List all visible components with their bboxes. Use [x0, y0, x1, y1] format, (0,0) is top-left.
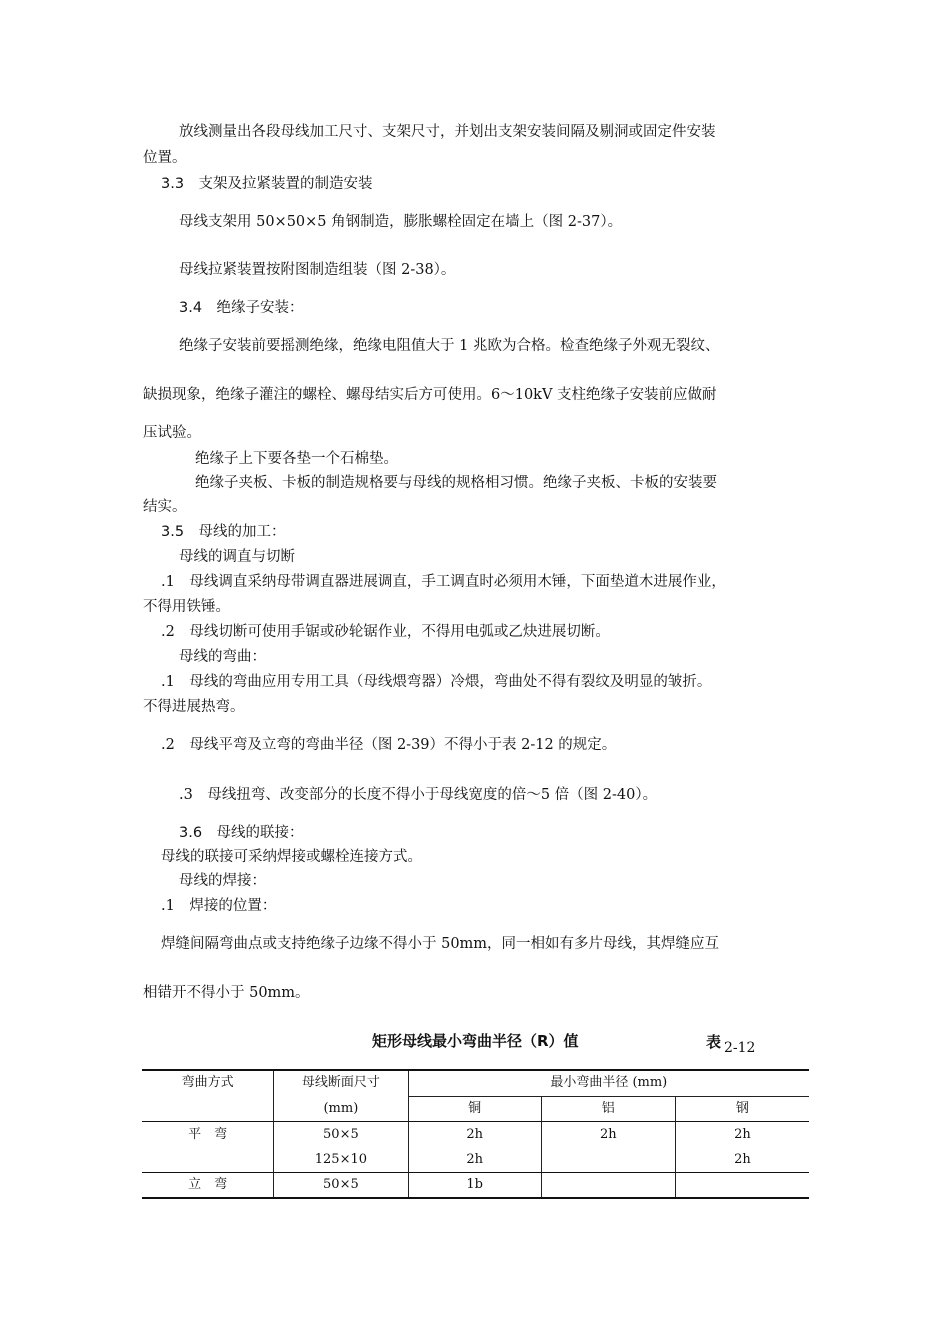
- body-line: 不得进展热弯。: [143, 699, 245, 715]
- body-line: 缺损现象，绝缘子灌注的螺栓、螺母结实后方可使用。6～10kV 支柱绝缘子安装前应做耐: [143, 387, 717, 403]
- body-line: .1 焊接的位置：: [161, 898, 277, 914]
- body-line: 放线测量出各段母线加工尺寸、支架尺寸，并划出支架安装间隔及剔洞或固定件安装: [179, 124, 716, 140]
- header-min-radius: 最小弯曲半径 (mm): [408, 1070, 809, 1096]
- subheading: 母线的焊接：: [179, 873, 266, 889]
- table-row: [142, 1173, 809, 1199]
- body-line: .3 母线扭弯、改变部分的长度不得小于母线宽度的倍～5 倍（图 2-40）。: [179, 787, 658, 803]
- table-number: 2-12: [724, 1040, 756, 1056]
- body-line: 母线支架用 50×50×5 角钢制造，膨胀螺栓固定在墙上（图 2-37）。: [179, 214, 623, 230]
- table-label: 表: [706, 1033, 722, 1051]
- header-section-size-label: 母线断面尺寸: [301, 1075, 380, 1090]
- body-line: .2 母线切断可使用手锯或砂轮锯作业，不得用电弧或乙炔进展切断。: [161, 624, 610, 640]
- cell-steel: 2h 2h: [675, 1122, 809, 1173]
- section-heading-3-3: 3.3 支架及拉紧装置的制造安装: [161, 176, 373, 192]
- cell-method: 平 弯: [142, 1122, 274, 1173]
- header-steel: 钢: [675, 1096, 809, 1122]
- body-line: 焊缝间隔弯曲点或支持绝缘子边缘不得小于 50mm，同一相如有多片母线，其焊缝应互: [161, 936, 720, 952]
- body-line: 位置。: [143, 150, 187, 166]
- header-section-unit: (mm): [323, 1101, 359, 1116]
- body-line: 绝缘子夹板、卡板的制造规格要与母线的规格相习惯。绝缘子夹板、卡板的安装要: [195, 475, 717, 491]
- body-line: 压试验。: [143, 425, 201, 441]
- subheading: 母线的弯曲：: [179, 649, 266, 665]
- body-line: 不得用铁锤。: [143, 599, 230, 615]
- cell-copper: 1b: [408, 1173, 541, 1199]
- body-line: 母线拉紧装置按附图制造组装（图 2-38）。: [179, 262, 456, 278]
- bend-radius-table: [142, 1069, 809, 1199]
- cell-sizes: 50×5 125×10: [274, 1122, 408, 1173]
- cell-copper: 2h 2h: [408, 1122, 541, 1173]
- cell-aluminum: 2h: [541, 1122, 675, 1173]
- cell-method: 立 弯: [142, 1173, 274, 1199]
- section-heading-3-6: 3.6 母线的联接：: [179, 825, 304, 841]
- header-section-size: [274, 1070, 408, 1122]
- table-caption: 矩形母线最小弯曲半径（R）值: [372, 1032, 579, 1050]
- body-line: 结实。: [143, 499, 187, 515]
- body-line: 相错开不得小于 50mm。: [143, 985, 310, 1001]
- header-aluminum: 铝: [541, 1096, 675, 1122]
- subheading: 母线的调直与切断: [179, 549, 295, 565]
- table-row: [142, 1122, 809, 1173]
- body-line: .1 母线的弯曲应用专用工具（母线煨弯器）冷煨，弯曲处不得有裂纹及明显的皱折。: [161, 674, 712, 690]
- body-line: 绝缘子上下要各垫一个石棉垫。: [195, 451, 398, 467]
- section-heading-3-4: 3.4 绝缘子安装：: [179, 300, 304, 316]
- cell-aluminum: [541, 1173, 675, 1199]
- header-bend-method: 弯曲方式: [142, 1070, 274, 1122]
- cell-steel: [675, 1173, 809, 1199]
- body-line: .1 母线调直采纳母带调直器进展调直，手工调直时必须用木锤，下面垫道木进展作业，: [161, 574, 726, 590]
- body-line: 绝缘子安装前要摇测绝缘，绝缘电阻值大于 1 兆欧为合格。检查绝缘子外观无裂纹、: [179, 338, 720, 354]
- header-copper: 铜: [408, 1096, 541, 1122]
- cell-sizes: 50×5: [274, 1173, 408, 1199]
- body-line: .2 母线平弯及立弯的弯曲半径（图 2-39）不得小于表 2-12 的规定。: [161, 737, 617, 753]
- section-heading-3-5: 3.5 母线的加工：: [161, 524, 286, 540]
- body-line: 母线的联接可采纳焊接或螺栓连接方式。: [161, 849, 422, 865]
